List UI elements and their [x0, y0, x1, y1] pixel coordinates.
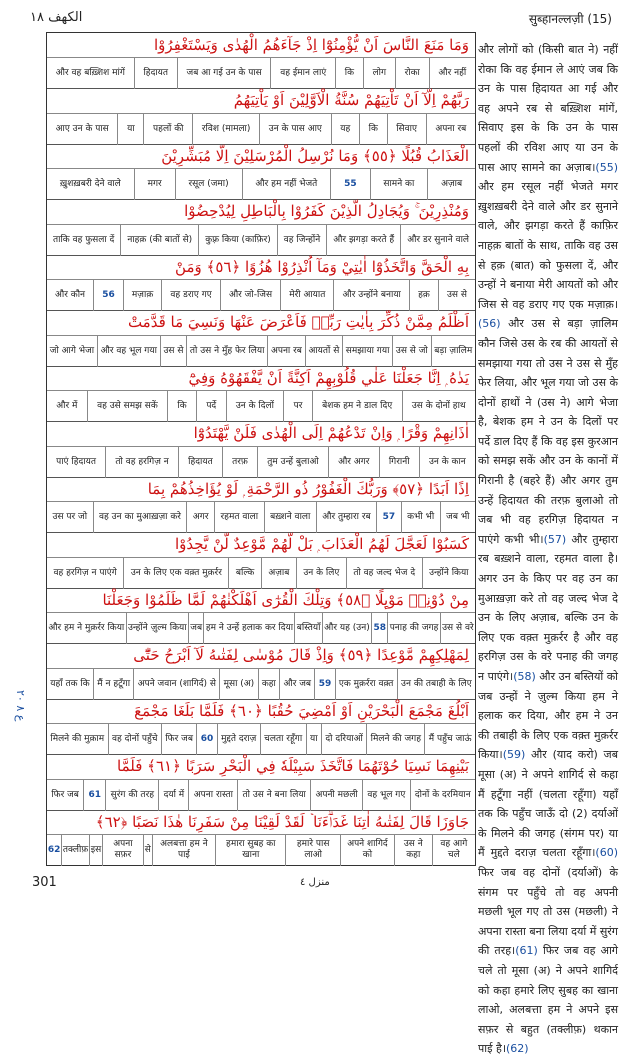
- word-meaning: हम ने उन्हें हलाक कर दिया: [203, 613, 294, 644]
- word-meaning: उन के लिए एक वक़्त मुक़र्रर: [123, 558, 228, 589]
- word-meaning: कभी भी: [401, 502, 440, 533]
- word-meaning: समझाया गया: [342, 336, 392, 367]
- arabic-line: وَمَا مَنَعَ النَّاسَ اَنْ يُّؤْمِنُوْٓا اِذْ جَآءَهُمُ الْهُدٰى وَيَسْتَغْفِرُوْا: [153, 36, 469, 54]
- translation-text: और (याद करो) जब मूसा (अ) ने अपने शागिर्द से कहा मैं हटूँगा नहीं (चलता रहूँगा) यहाँ तक कि पहुँच जाऊँ दो (2) दर्याओं के मिलने की जगह (संगम पर) या मैं मुद्दते दराज़ चलता रहूँगा।: [478, 748, 618, 860]
- verse-row: [47, 88, 475, 144]
- word-meaning: मज़ाक़: [123, 280, 161, 311]
- word-meaning: वह डराए गए: [161, 280, 220, 311]
- word-meaning: चलता रहूँगा: [260, 724, 306, 755]
- word-meaning: अपना रास्ता: [188, 780, 237, 811]
- word-meaning: हक़: [409, 280, 438, 311]
- word-meaning: उस ने कहा: [394, 835, 432, 866]
- verse-number: (55): [595, 160, 618, 174]
- word-meaning: ख़ुशख़बरी देने वाले: [59, 179, 121, 190]
- translation-text: और उन बस्तियों को जब उन्हों ने ज़ुल्म किया हम ने हलाक कर दिया, और हम ने उन की तबाही के लिए एक वक़्त मुक़र्रर किया।: [478, 670, 618, 762]
- word-meaning: उस से: [160, 336, 186, 367]
- word-meaning-row: [47, 723, 475, 755]
- word-meaning: कुफ़्र किया (काफ़िर): [198, 225, 277, 256]
- word-meaning: यहाँ तक कि: [50, 678, 90, 689]
- verse-number: 60: [196, 724, 216, 755]
- word-meaning: और डर सुनाने वाले: [400, 225, 475, 256]
- word-meaning: हिदायत: [178, 447, 222, 478]
- word-meaning: पनाह की जगह: [387, 613, 439, 644]
- verse-row: [47, 643, 475, 699]
- word-meaning: हमारा सुबह का खाना: [215, 835, 285, 866]
- word-meaning: अपनी मछली: [310, 780, 362, 811]
- word-meaning: और नहीं: [429, 58, 475, 89]
- verse-number: 59: [314, 669, 334, 700]
- word-meaning: तुम उन्हें बुलाओ: [257, 447, 328, 478]
- word-meaning: जब आ गई उन के पास: [177, 58, 271, 89]
- word-meaning-row: [47, 612, 475, 644]
- word-meaning: बस्तियाँ: [294, 613, 321, 644]
- word-meaning-row: [47, 501, 475, 533]
- word-meaning: अपने जवान (शागिर्द) से: [133, 669, 219, 700]
- word-meaning: वह ईमान लाएं: [270, 58, 335, 89]
- arabic-line: الْعَذَابُ قُبُلًا ﴿٥٥﴾ وَمَا نُرْسِلُ الْمُرْسَلِيْنَ اِلَّا مُبَشِّرِيْنَ: [161, 146, 469, 165]
- verse-number: 55: [330, 169, 369, 200]
- word-meaning: अपने शागिर्द को: [340, 835, 394, 866]
- arabic-line: وَمُنْذِرِيْنَ ۚ وَيُجَادِلُ الَّذِيْنَ كَفَرُوْا بِالْبَاطِلِ لِيُدْحِضُوْا: [184, 202, 469, 221]
- word-meaning: मगर: [134, 169, 175, 200]
- word-meaning: एक मुक़र्ररा वक़्त: [335, 669, 397, 700]
- word-meaning: या: [117, 114, 143, 145]
- word-meaning: अज़ाब: [427, 169, 475, 200]
- word-meaning: कहा: [258, 669, 280, 700]
- page-header: [0, 0, 638, 34]
- word-meaning: उस पर जो: [52, 512, 88, 523]
- translation-text: और उस से बड़ा ज़ालिम कौन जिसे उस के रब की आयतों से समझाया गया तो उस ने उस से मुँह फेर लिया, और भूल गया जो उस के दोनों हाथों ने (उस ने) आगे भेजा है, बेशक हम ने उन के दिलों पर पर्दे डाल दिए हैं कि वह इस कुरआन को समझ सकें और उन के कानों में गिरानी है (बहरे हैं) और अगर तुम उन्हें हिदायत की तरफ़ बुलाओ तो जब भी वह हरगिज़ हिदायत न पाएंगे कभी भी।: [478, 317, 618, 546]
- word-meaning: तक्लीफ़: [61, 835, 89, 866]
- verse-row: [47, 199, 475, 255]
- surah-name-hindi: सुब्हानल्लज़ी (15): [528, 12, 612, 26]
- verse-number: (56): [478, 317, 501, 331]
- verse-row: [47, 810, 475, 865]
- word-meaning: आए उन के पास: [55, 123, 109, 134]
- word-meaning: मिलने की मुक़ाम: [50, 734, 105, 745]
- word-meaning: पाएं हिदायत: [56, 456, 96, 467]
- word-meaning: इस: [89, 835, 102, 866]
- word-meaning: उस से जो: [392, 336, 430, 367]
- word-meaning: उन के कान: [419, 447, 475, 478]
- arabic-line: كَسَبُوْا لَعَجَّلَ لَهُمُ الْعَذَابَ ۭ بَلْ لَّهُمْ مَّوْعِدٌ لَّنْ يَّجِدُوْا: [174, 535, 469, 554]
- word-meaning: तो वह हरगिज़ न: [105, 447, 178, 478]
- word-by-word-table: [46, 32, 476, 866]
- translation-text: फिर जब वह आगे चले तो मूसा (अ) ने अपने शागिर्द को कहा हमारे लिए सुबह का खाना लाओ, अलबत्ता हम ने अपने इस सफ़र से बहुत (तक्लीफ़) थकान पाई है।: [478, 944, 618, 1056]
- verse-row: [47, 699, 475, 755]
- word-meaning: वह उन का मुआख़ज़ा करे: [93, 502, 187, 533]
- word-meaning: वह भूल गए: [362, 780, 410, 811]
- word-meaning: तो वह जल्द भेज दे: [346, 558, 422, 589]
- word-meaning: दर्या में: [158, 780, 188, 811]
- word-meaning: उस से वरे: [440, 613, 475, 644]
- word-meaning: और कौन: [55, 290, 86, 301]
- word-meaning: उस से: [438, 280, 475, 311]
- verse-row: [47, 421, 475, 477]
- arabic-line: رَبَّهُمْ اِلَّآ اَنْ تَاْتِيَهُمْ سُنَّةُ الْاَوَّلِيْنَ اَوْ يَاْتِيَهُمُ: [233, 91, 469, 110]
- word-meaning: आयतों से: [305, 336, 342, 367]
- word-meaning: पहलों की: [143, 114, 192, 145]
- word-meaning: नाहक़ (की बातों से): [120, 225, 198, 256]
- word-meaning: और तुम्हारा रब: [316, 502, 376, 533]
- word-meaning: अपना रब: [267, 336, 305, 367]
- word-meaning: ताकि वह फुसला दें: [53, 234, 115, 245]
- word-meaning: और जब: [279, 669, 314, 700]
- word-meaning: रोका: [395, 58, 429, 89]
- verse-row: [47, 754, 475, 810]
- word-meaning: और उन्होंने बनाया: [333, 280, 409, 311]
- word-meaning: बेशक हम ने डाल दिए: [312, 391, 402, 422]
- word-meaning: और जो-जिस: [220, 280, 280, 311]
- word-meaning: फिर जब: [51, 789, 79, 800]
- word-meaning: गिरानी: [379, 447, 419, 478]
- word-meaning-row: [47, 668, 475, 700]
- word-meaning: बल्कि: [228, 558, 260, 589]
- word-meaning-row: [47, 335, 475, 367]
- word-meaning: पर: [283, 391, 311, 422]
- arabic-line: اَبْلُغَ مَجْمَعَ الْبَحْرَيْنِ اَوْ اَمْضِيَ حُقُبًا ﴿٦٠﴾ فَلَمَّا بَلَغَا مَجْمَعَ: [134, 701, 469, 720]
- word-meaning: तरफ़: [222, 447, 257, 478]
- verse-number: 61: [83, 780, 105, 811]
- word-meaning: से: [143, 835, 152, 866]
- word-meaning: वह जिन्होंने: [277, 225, 326, 256]
- word-meaning: मिलने की जगह: [366, 724, 424, 755]
- arabic-line: مِنْ دُوْنِهٖ مَوْىِٕلًا ﴿٥٨﴾ وَتِلْكَ الْقُرٰٓى اَهْلَكْنٰهُمْ لَمَّا ظَلَمُوْا وَجَعَلْنَا: [102, 590, 469, 609]
- word-meaning: अलबत्ता हम ने पाई: [152, 835, 215, 866]
- word-meaning: वह दोनों पहुँचे: [108, 724, 161, 755]
- arabic-line: بَيْنِهِمَا نَسِيَا حُوْتَهُمَا فَاتَّخَذَ سَبِيْلَهٗ فِي الْبَحْرِ سَرَبًا ﴿٦١﴾ فَلَمَّا: [117, 757, 469, 776]
- translation-text: और लोगों को (किसी बात ने) नहीं रोका कि वह ईमान ले आएं जब कि उन के पास हिदायत आ गई और वह अपने रब से बख़्शिश मांगें, सिवाए इस के कि उन के पास पहलों की रविश आए या उन के पास आए सामने का अज़ाब।: [478, 43, 618, 174]
- word-meaning: उस के दोनों हाथ: [402, 391, 475, 422]
- word-meaning: मैं न हटूँगा: [93, 669, 133, 700]
- word-meaning: रहमत वाला: [214, 502, 264, 533]
- word-meaning: उन के लिए: [296, 558, 346, 589]
- verse-number: 62: [47, 844, 61, 855]
- arabic-line: يَدٰهُ ۭ اِنَّا جَعَلْنَا عَلٰي قُلُوْبِهِمْ اَكِنَّةً اَنْ يَّفْقَهُوْهُ وَفِيْٓ: [188, 368, 469, 387]
- word-meaning-row: [47, 834, 475, 866]
- word-meaning: सामने का: [370, 169, 428, 200]
- word-meaning: दोनों के दरमियान: [410, 780, 475, 811]
- word-meaning: लोग: [363, 58, 395, 89]
- word-meaning: फिर जब: [161, 724, 196, 755]
- word-meaning: हिदायत: [134, 58, 177, 89]
- word-meaning: अपना रब: [426, 114, 475, 145]
- word-meaning: जो आगे भेजा: [49, 345, 95, 356]
- word-meaning: बड़ा ज़ालिम: [431, 336, 475, 367]
- verse-row: [47, 310, 475, 366]
- translation-text: और तुम्हारा रब बख़्शने वाला, रहमत वाला है। अगर उन के किए पर वह उन का मुआख़ज़ा करे तो वह जल्द भेज दे उन के लिए अज़ाब, बल्कि उन के लिए एक वक़्त मुक़र्रर है और वह हरगिज़ उस के वरे पनाह की जगह न पाएंगे।: [478, 532, 618, 683]
- word-meaning: रसूल (जमा): [175, 169, 242, 200]
- ruku-mark: ع ٨ ٢٠: [14, 690, 27, 722]
- word-meaning-row: [47, 57, 475, 89]
- word-meaning: और में: [56, 401, 78, 412]
- verse-number: (60): [595, 846, 618, 860]
- word-meaning: सुरंग की तरह: [105, 780, 158, 811]
- word-meaning: उन के दिलों: [226, 391, 284, 422]
- word-meaning: मैं पहुँच जाऊं: [424, 724, 475, 755]
- word-meaning: जब: [188, 613, 204, 644]
- arabic-line: جَاوَزَا قَالَ لِفَتٰىهُ اٰتِنَا غَدَاۗءَنَا ۡ لَقَدْ لَقِيْنَا مِنْ سَفَرِنَا هٰذَا نَصَبًا ﴿٦٢﴾: [95, 812, 469, 831]
- verse-number: (62): [506, 1042, 529, 1056]
- verse-number: 57: [376, 502, 400, 533]
- word-meaning: उन के पास आए: [259, 114, 330, 145]
- word-meaning: यह: [331, 114, 359, 145]
- verse-number: (61): [515, 944, 538, 958]
- word-meaning: कि: [335, 58, 363, 89]
- word-meaning: और वह भूल गया: [97, 336, 160, 367]
- word-meaning: मूसा (अ): [219, 669, 257, 700]
- translation-text: और हम रसूल नहीं भेजते मगर ख़ुशख़बरी देने वाले और डर सुनाने वाले, और झगड़ा करते हैं काफ़िर नाहक़ बातों के साथ, ताकि वह उस से हक़ (बात) को फुसला दें, और उन्हों ने बनाया मेरी आयतों को और जिस से वह डराए गए एक मज़ाक़।: [478, 180, 618, 311]
- word-meaning: पर्दे: [196, 391, 226, 422]
- word-meaning-row: [47, 779, 475, 811]
- word-meaning-row: [47, 446, 475, 478]
- word-meaning: और यह (उन): [322, 613, 371, 644]
- word-meaning: और अगर: [328, 447, 379, 478]
- translation-text: फिर जब वह दोनों (दर्याओं) के संगम पर पहुँचे तो वह अपनी मछली भूल गए तो उस (मछली) ने अपना रास्ता बना लिया दर्या में सुरंग की तरह।: [478, 865, 618, 958]
- arabic-line: اٰذَانِهِمْ وَقْرًا ۭ وَاِنْ تَدْعُهُمْ اِلَى الْهُدٰى فَلَنْ يَّهْتَدُوْٓا: [193, 424, 469, 443]
- verse-row: [47, 532, 475, 588]
- surah-name-arabic: الكهف ١٨: [30, 10, 83, 25]
- word-meaning: अज़ाब: [261, 558, 296, 589]
- verse-row: [47, 477, 475, 533]
- verse-number: 58: [371, 613, 387, 644]
- word-meaning-row: [47, 224, 475, 256]
- verse-row: [47, 255, 475, 311]
- word-meaning: तो उस ने मुँह फेर लिया: [186, 336, 267, 367]
- word-meaning: या: [306, 724, 321, 755]
- word-meaning: वह आगे चले: [432, 835, 475, 866]
- translation-column: [478, 40, 618, 1059]
- verse-row: [47, 588, 475, 644]
- word-meaning: और झगड़ा करते हैं: [326, 225, 400, 256]
- word-meaning: जब भी: [440, 502, 475, 533]
- word-meaning-row: [47, 168, 475, 200]
- word-meaning-row: [47, 390, 475, 422]
- word-meaning: हमारे पास लाओ: [285, 835, 339, 866]
- verse-row: [47, 366, 475, 422]
- word-meaning-row: [47, 279, 475, 311]
- word-meaning: रविश (मामला): [192, 114, 259, 145]
- arabic-line: اِذًا اَبَدًا ﴿٥٧﴾ وَرَبُّكَ الْغَفُوْرُ ذُو الرَّحْمَةِ ۭ لَوْ يُؤَاخِذُهُمْ بِمَا: [147, 479, 469, 498]
- word-meaning: सिवाए: [387, 114, 426, 145]
- word-meaning: तो उस ने बना लिया: [237, 780, 310, 811]
- word-meaning-row: [47, 113, 475, 145]
- word-meaning: उन्होंने किया: [422, 558, 475, 589]
- arabic-line: بِهِ الْحَقَّ وَاتَّخَذُوْٓا اٰيٰتِيْ وَمَآ اُنْذِرُوْا هُزُوًا ﴿٥٦﴾ وَمَنْ: [175, 257, 469, 276]
- verse-number: (57): [543, 532, 567, 546]
- word-meaning: कि: [359, 114, 387, 145]
- word-meaning-row: [47, 557, 475, 589]
- word-meaning: उन की तबाही के लिए: [397, 669, 475, 700]
- word-meaning: मेरी आयात: [280, 280, 333, 311]
- word-meaning: कि: [167, 391, 196, 422]
- word-meaning: अगर: [186, 502, 214, 533]
- arabic-line: اَظْلَمُ مِمَّنْ ذُكِّرَ بِاٰيٰتِ رَبِّهٖ فَاَعْرَضَ عَنْهَا وَنَسِيَ مَا قَدَّمَتْ: [127, 313, 469, 332]
- word-meaning: अपना सफ़र: [102, 835, 143, 866]
- verse-number: (59): [502, 748, 526, 762]
- page-number: 301: [32, 875, 57, 890]
- word-meaning: मुद्दते दराज़: [217, 724, 260, 755]
- word-meaning: उन्होंने ज़ुल्म किया: [126, 613, 188, 644]
- word-meaning: दो दरियाओं: [321, 724, 366, 755]
- word-meaning: और हम ने मुक़र्रर किया: [48, 623, 125, 634]
- verse-row: [47, 144, 475, 200]
- verse-number: 56: [93, 280, 123, 311]
- word-meaning: बख़्शने वाला: [264, 502, 316, 533]
- word-meaning: वह उसे समझ सकें: [87, 391, 167, 422]
- arabic-line: لِمَهْلِكِهِمْ مَّوْعِدًا ﴿٥٩﴾ وَاِذْ قَالَ مُوْسٰى لِفَتٰىهُ لَآ اَبْرَحُ حَتّٰٓى: [133, 646, 469, 665]
- word-meaning: और वह बख़्शिश मांगें: [55, 68, 125, 79]
- verse-number: (58): [513, 670, 536, 683]
- word-meaning: वह हरगिज़ न पाएंगे: [53, 567, 117, 578]
- word-meaning: और हम नहीं भेजते: [242, 169, 331, 200]
- manzil-label: منزل ٤: [300, 877, 330, 888]
- verse-row: [47, 33, 475, 89]
